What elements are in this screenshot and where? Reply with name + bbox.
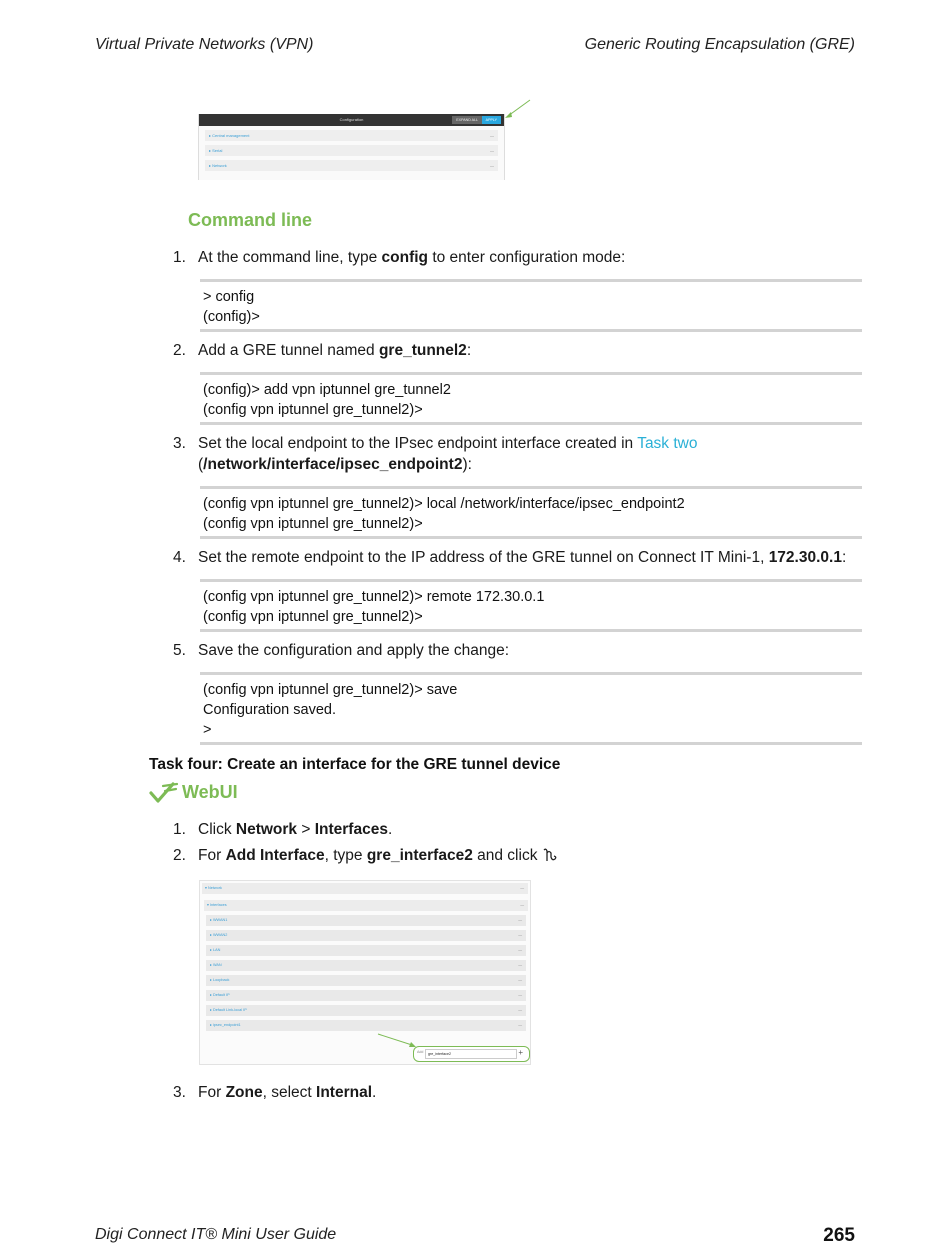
code-line: (config vpn iptunnel gre_tunnel2)> bbox=[203, 516, 423, 532]
step-item-continued: (/network/interface/ipsec_endpoint2): bbox=[198, 456, 472, 473]
command-line-heading: Command line bbox=[188, 210, 313, 230]
add-label: Add bbox=[417, 1050, 424, 1054]
add-interface-box bbox=[413, 1046, 530, 1062]
step-item: 3. Set the local endpoint to the IPsec endpoint interface created in Task two bbox=[173, 435, 698, 452]
code-line: (config)> bbox=[203, 309, 260, 325]
expand-all-button: EXPAND ALL bbox=[452, 116, 482, 124]
interface-row: ▸ ipsec_endpoint1 — bbox=[206, 1020, 526, 1031]
step-item: 1. At the command line, type config to enter configuration mode: bbox=[173, 249, 626, 266]
code-block bbox=[200, 372, 862, 425]
config-row: ▸ Serial — bbox=[205, 145, 498, 156]
webui-icon bbox=[149, 780, 179, 806]
network-row: ▾ Network — bbox=[202, 883, 528, 894]
callout-arrow-icon bbox=[376, 1032, 418, 1048]
interfaces-row: ▾ Interfaces — bbox=[204, 900, 528, 911]
interface-row: ▸ WWAN1 — bbox=[206, 915, 526, 926]
interface-row: ▸ Default Link-local IP — bbox=[206, 1005, 526, 1016]
interface-row: ▸ LAN — bbox=[206, 945, 526, 956]
code-line: > config bbox=[203, 289, 255, 305]
interface-row: ▸ WWAN2 — bbox=[206, 930, 526, 941]
step-item: 3. For Zone, select Internal. bbox=[173, 1084, 377, 1101]
code-block bbox=[200, 279, 862, 332]
step-item: 2. For Add Interface, type gre_interface2 and click bbox=[173, 845, 198, 866]
config-title: Configuration bbox=[339, 117, 364, 122]
code-block bbox=[200, 672, 862, 745]
step-item: 1. Click Network > Interfaces. bbox=[173, 821, 393, 838]
interface-row: ▸ Loopback — bbox=[206, 975, 526, 986]
code-line: (config vpn iptunnel gre_tunnel2)> remote 172.30.0.1 bbox=[203, 589, 545, 605]
running-header-right: Generic Routing Encapsulation (GRE) bbox=[584, 36, 855, 53]
running-header-left: Virtual Private Networks (VPN) bbox=[95, 36, 314, 53]
code-block bbox=[200, 486, 862, 539]
step-item: 4. Set the remote endpoint to the IP address of the GRE tunnel on Connect IT Mini-1, 172.30.0.1: bbox=[173, 549, 847, 566]
task-four-heading: Task four: Create an interface for the GRE tunnel device bbox=[149, 756, 561, 773]
task-two-link[interactable]: Task two bbox=[637, 435, 698, 452]
code-block bbox=[200, 579, 862, 632]
code-line: (config vpn iptunnel gre_tunnel2)> bbox=[203, 402, 423, 418]
code-line: (config vpn iptunnel gre_tunnel2)> local /network/interface/ipsec_endpoint2 bbox=[203, 496, 685, 512]
step-item: 2. Add a GRE tunnel named gre_tunnel2: bbox=[173, 342, 472, 359]
code-line: > bbox=[203, 722, 212, 738]
code-line: (config vpn iptunnel gre_tunnel2)> bbox=[203, 609, 423, 625]
add-icon bbox=[542, 847, 560, 863]
interface-row: ▸ Default IP — bbox=[206, 990, 526, 1001]
add-plus-icon: + bbox=[518, 1048, 523, 1057]
config-title-bar bbox=[199, 114, 504, 126]
code-line: Configuration saved. bbox=[203, 702, 336, 718]
add-interface-input: gre_interface2 bbox=[425, 1049, 517, 1059]
code-line: (config vpn iptunnel gre_tunnel2)> save bbox=[203, 682, 458, 698]
interfaces-screenshot bbox=[199, 880, 531, 1065]
config-row: ▸ Central management — bbox=[205, 130, 498, 141]
interface-row: ▸ WAN — bbox=[206, 960, 526, 971]
configuration-screenshot bbox=[198, 114, 505, 180]
step-item: 5. Save the configuration and apply the change: bbox=[173, 642, 510, 659]
callout-arrow-icon bbox=[502, 96, 538, 122]
config-row: ▸ Network — bbox=[205, 160, 498, 171]
code-line: (config)> add vpn iptunnel gre_tunnel2 bbox=[203, 382, 451, 398]
page-number: 265 bbox=[823, 1225, 855, 1246]
webui-heading: WebUI bbox=[182, 782, 238, 802]
apply-button: APPLY bbox=[482, 116, 501, 124]
footer-title: Digi Connect IT® Mini User Guide bbox=[95, 1226, 337, 1243]
